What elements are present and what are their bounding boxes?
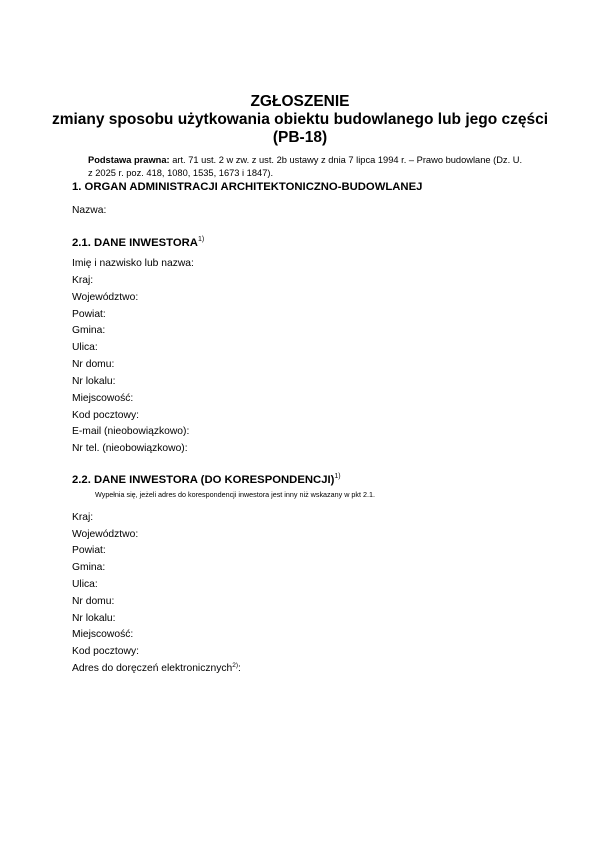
corr-field-e-delivery-address: [72, 663, 241, 674]
field-municipality: Gmina:: [72, 325, 106, 336]
form-subtitle: zmiany sposobu użytkowania obiektu budowlanego lub jego części: [51, 111, 549, 128]
section-2-1-title: 2.1. DANE INWESTORA: [72, 237, 198, 249]
field-name: Imię i nazwisko lub nazwa:: [72, 258, 194, 269]
field-voivodeship: Województwo:: [72, 292, 139, 303]
legal-basis-text: art. 71 ust. 2 w zw. z ust. 2b ustawy z dnia 7 lipca 1994 r. – Prawo budowlane (Dz. U. z 2025 r. poz. 418, 1080, 1535, 1673 i 1847).: [88, 155, 523, 178]
section-2-2-title: 2.2. DANE INWESTORA (DO KORESPONDENCJI): [72, 474, 335, 486]
corr-field-house-number: Nr domu:: [72, 596, 115, 607]
field-organ-name: Nazwa:: [72, 205, 107, 216]
field-phone: Nr tel. (nieobowiązkowo):: [72, 443, 188, 454]
corr-field-city: Miejscowość:: [72, 629, 134, 640]
form-code: (PB-18): [272, 129, 328, 146]
section-1-heading: 1. ORGAN ADMINISTRACJI ARCHITEKTONICZNO-BUDOWLANEJ: [72, 181, 423, 193]
section-2-1-heading: [72, 237, 204, 249]
field-apartment-number: Nr lokalu:: [72, 376, 116, 387]
field-city: Miejscowość:: [72, 393, 134, 404]
footnote-ref: 1): [197, 236, 205, 243]
legal-basis: [88, 154, 528, 180]
corr-field-municipality: Gmina:: [72, 562, 106, 573]
corr-field-county: Powiat:: [72, 545, 106, 556]
e-delivery-colon: :: [238, 663, 241, 674]
field-country: Kraj:: [72, 275, 94, 286]
legal-basis-label: Podstawa prawna:: [88, 155, 170, 165]
corr-field-street: Ulica:: [72, 579, 98, 590]
footnote-ref: 2): [232, 662, 239, 669]
form-title: ZGŁOSZENIE: [250, 93, 350, 110]
footnote-ref: 1): [334, 473, 341, 480]
section-2-2-heading: [72, 474, 341, 486]
field-county: Powiat:: [72, 309, 106, 320]
section-2-2-note: Wypełnia się, jeżeli adres do korespondencji inwestora jest inny niż wskazany w pkt 2.1.: [95, 490, 375, 499]
field-postal-code: Kod pocztowy:: [72, 410, 139, 421]
corr-field-postal-code: Kod pocztowy:: [72, 646, 139, 657]
corr-field-apartment-number: Nr lokalu:: [72, 613, 116, 624]
field-street: Ulica:: [72, 342, 98, 353]
e-delivery-label: Adres do doręczeń elektronicznych: [72, 663, 233, 674]
field-house-number: Nr domu:: [72, 359, 115, 370]
corr-field-voivodeship: Województwo:: [72, 529, 139, 540]
field-email: E-mail (nieobowiązkowo):: [72, 426, 190, 437]
corr-field-country: Kraj:: [72, 512, 94, 523]
